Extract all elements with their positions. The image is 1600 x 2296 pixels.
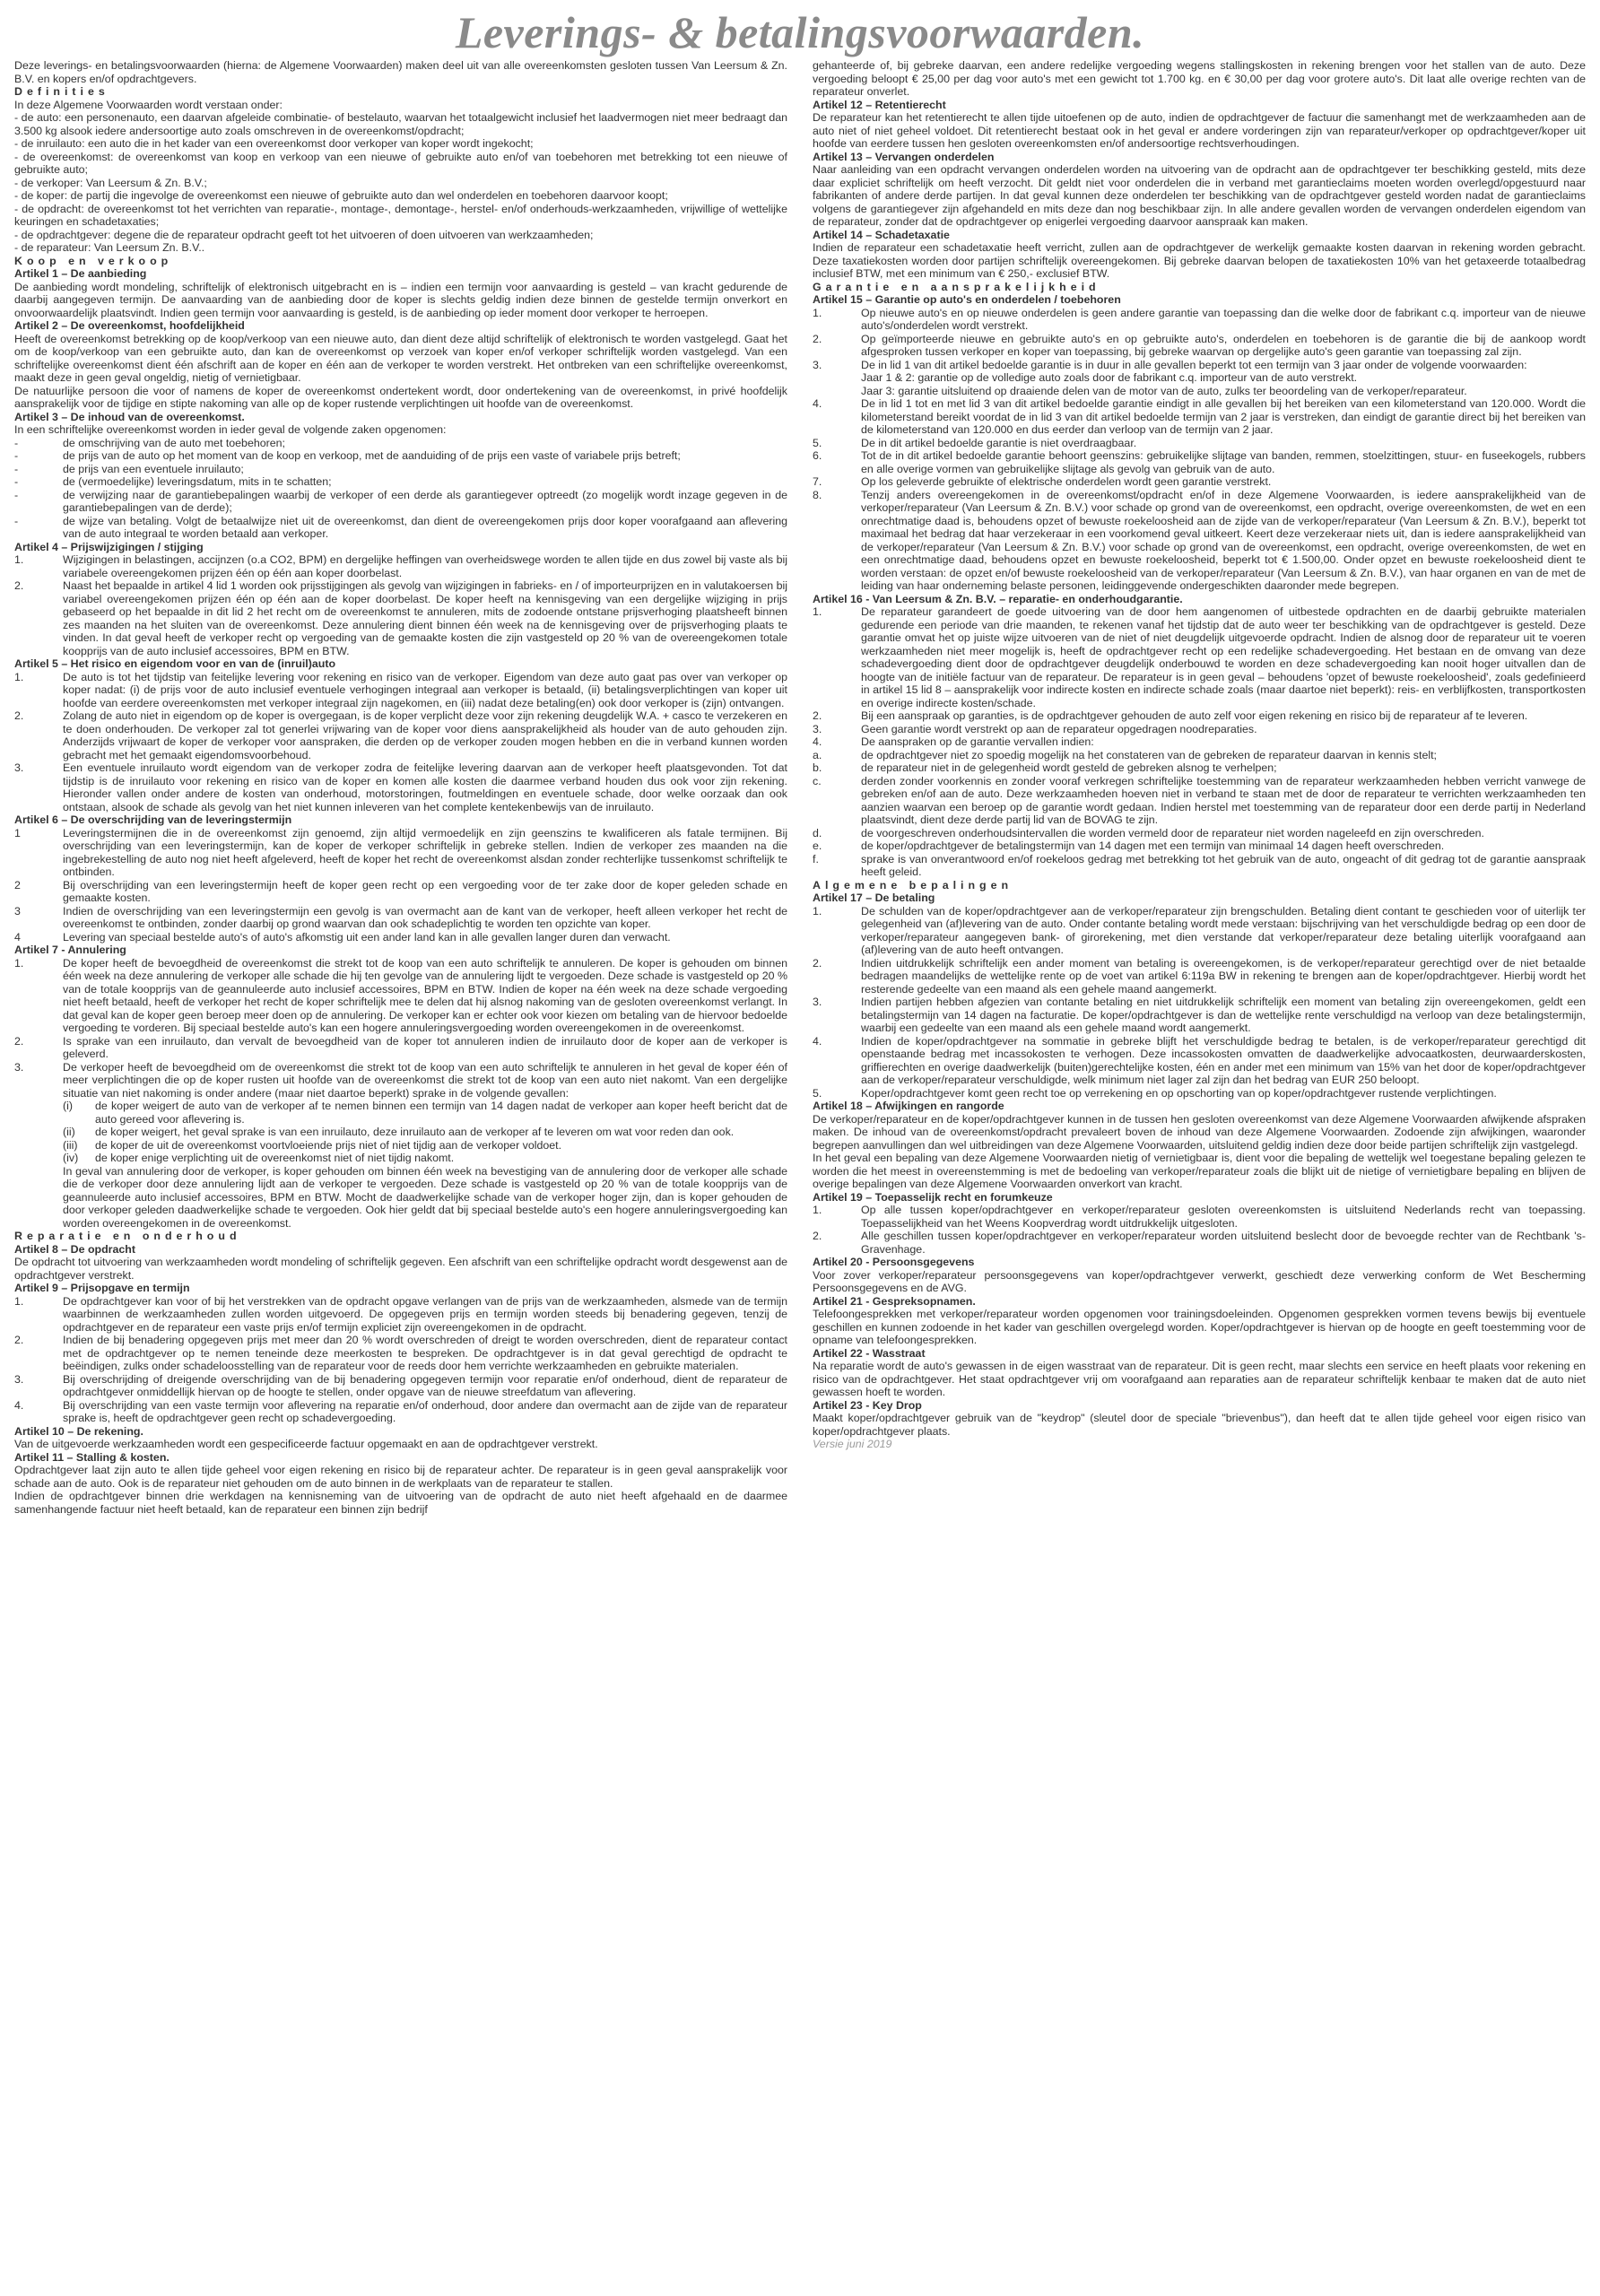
list-item-text: Alle geschillen tussen koper/opdrachtgever en verkoper/reparateur worden uitsluitend beslecht door de bevoegde rechter van de Rechtbank 's-Gravenhage. [861, 1230, 1586, 1256]
list-item [813, 709, 1586, 723]
list-item-text: De in lid 1 tot en met lid 3 van dit artikel bedoelde garantie eindigt in alle gevallen bij het bereiken van een kilometerstand van 120.000. Wordt die kilometerstand bereikt voordat de in lid 3 van dit artikel bedoelde termijn van 2 jaar is verstreken, dan eindigt de garantie direct bij het bereiken van de kilometerstand van 120.000 en dus eerder dan verloop van de termijn van 2 jaar. [861, 397, 1586, 436]
list-marker: 4. [813, 735, 822, 748]
list-item [14, 489, 787, 515]
list-item [14, 515, 787, 541]
list-item [813, 605, 1586, 709]
list-marker: b. [813, 761, 822, 774]
article-heading: Artikel 10 – De rekening. [14, 1424, 143, 1438]
list-item-text: De koper heeft de bevoegdheid de overeenkomst die strekt tot de koop van een auto schriftelijk te annuleren. De koper is gehouden om binnen één week na deze annulering de verkoper alle schade die hij ten gevolge van de annulering lijdt te vergoeden. Deze schade is vastgesteld op 20 % van de totale koopprijs van de geannuleerde auto inclusief accessoires, BPM en BTW. Indien de koper na één week na deze schade vergoeding niet heeft betaald, heeft de verkoper het recht de koper schriftelijk mee te delen dat hij alsnog nakoming van de gesloten overeenkomst verlangt. In dat geval kan de koper geen beroep meer doen op de annulering. De verkoper kan er echter ook voor kiezen om betaling van de hiervoor bedoelde vergoeding te vorderen. Bij speciaal bestelde auto's kan een hogere annuleringsvergoeding worden overeengekomen in de overeenkomst. [63, 956, 787, 1034]
section-heading: Algemene bepalingen [813, 878, 1013, 891]
list-item-text: De schulden van de koper/opdrachtgever aan de verkoper/reparateur zijn brengschulden. Betaling dient contant te geschieden voor of uiterlijk ter gelegenheid van (af)levering van de auto. Onder contante betaling wordt mede verstaan: bijschrijving van het verschuldigde bedrag op een door de verkoper/reparateur aangegeven bank- of girorekening, met dien verstande dat verkoper/reparateur deze betaling uiterlijk voorafgaand aan (af)levering van de auto heeft ontvangen. [861, 904, 1586, 956]
list-marker: 2. [14, 1334, 24, 1346]
list-marker: 1 [14, 826, 21, 839]
list-item-text: De in dit artikel bedoelde garantie is niet overdraagbaar. [861, 436, 1137, 449]
article-heading: Artikel 23 - Key Drop [813, 1398, 922, 1412]
list-marker: (ii) [63, 1126, 75, 1138]
list-item [813, 749, 1586, 762]
list-marker: 7. [813, 475, 822, 488]
list-item [14, 1399, 787, 1425]
paragraph: - de verkoper: Van Leersum & Zn. B.V.; [14, 176, 207, 189]
list-marker: 1. [813, 1204, 822, 1216]
list-item-text: Tot de in dit artikel bedoelde garantie behoort geenszins: gebruikelijke slijtage van banden, remmen, stoelzittingen, stuur- en fuseekogels, rubbers en alle overige vormen van gebruikelijke slijtage als gevolg van gebruik van de auto. [861, 449, 1586, 475]
list-item-text: Indien de overschrijding van een leveringstermijn een gevolg is van overmacht aan de kant van de verkoper, heeft alleen verkoper het recht de overeenkomst te ontbinden, zonder daarbij op grond waarvan dan ook schadeplichtig te worden ten opzichte van koper. [63, 904, 787, 930]
paragraph: - de inruilauto: een auto die in het kader van een overeenkomst door verkoper van koper wordt ingekocht; [14, 137, 534, 150]
paragraph: Maakt koper/opdrachtgever gebruik van de "keydrop" (sleutel door de speciale "brievenbus"), dan heeft dat te allen tijde geheel voor eigen risico van koper/opdrachtgever plaats. [813, 1412, 1586, 1438]
list-item-text: De aanspraken op de garantie vervallen indien: [861, 735, 1094, 748]
list-item-text: de voorgeschreven onderhoudsintervallen die worden vermeld door de reparateur niet worden nageleefd en zijn overschreden. [861, 826, 1485, 839]
list-item [813, 1035, 1586, 1087]
list-marker: (iv) [63, 1152, 79, 1164]
list-item [813, 489, 1586, 593]
list-marker: 3 [14, 904, 21, 918]
paragraph: De opdracht tot uitvoering van werkzaamheden wordt mondeling of schriftelijk gegeven. Een afschrift van een schriftelijke opdracht wordt desgewenst aan de opdrachtgever verstrekt. [14, 1256, 787, 1282]
list-item [14, 931, 787, 944]
list-item-text: De opdrachtgever kan voor of bij het verstrekken van de opdracht opgave verlangen van de prijs van de werkzaamheden, alsmede van de termijn waarbinnen de werkzaamheden zullen worden uitgevoerd. De opgegeven prijs en termijn worden steeds bij benadering gegeven, tenzij de opdrachtgever en de reparateur een vaste prijs en/of termijn expliciet zijn overeengekomen in de opdracht. [63, 1294, 787, 1334]
paragraph: Naar aanleiding van een opdracht vervangen onderdelen worden na uitvoering van de opdracht aan de opdrachtgever ter beschikking gesteld, mits deze daar expliciet schriftelijk om heeft verzocht. Dit geldt niet voor onderdelen die in verband met garantieclaims moeten worden overlegd/opgestuurd naar fabrikanten of andere derde partijen. In dat geval kunnen deze onderdelen ter beschikking van de opdrachtgever gesteld worden nadat de garantieclaims volgens de garantiegever zijn afgehandeld en mits deze dan nog beschikbaar zijn. In alle andere gevallen worden de vervangen onderdelen eigendom van de reparateur, zonder dat de opdrachtgever op enigerlei vergoeding daarvoor aanspraak kan maken. [813, 163, 1586, 228]
list-marker: 2. [813, 709, 822, 722]
list-item-text: de verwijzing naar de garantiebepalingen waarbij de verkoper of een derde als garantiegever optreedt (zo mogelijk wordt inzage gegeven in de garantiebepalingen van de derde); [63, 488, 787, 514]
list-item-text: Naast het bepaalde in artikel 4 lid 1 worden ook prijsstijgingen als gevolg van wijzigingen in fabrieks- en / of importeurprijzen en in valutakoersen bij variabel overeengekomen prijzen één op één aan de koper doorbelast. De koper heeft na kennisgeving van een dergelijke wijziging in prijs gebaseerd op het bepaalde in dit lid 2 het recht om de overeenkomst te annuleren, mits de zodoende ontstane prijsverhoging plaatsheeft binnen zes maanden na het sluiten van de overeenkomst. Deze annulering dient binnen één week na de kennisgeving over de prijsverhoging plaats te vinden. In dat geval heeft de verkoper recht op vergoeding van de gemaakte kosten die zijn vastgesteld op 20 % van de overeengekomen totale koopprijs van de auto inclusief accessoires, BPM en BTW. [63, 579, 787, 657]
list-marker: 1. [813, 904, 822, 918]
indented-paragraph: Jaar 1 & 2: garantie op de volledige auto zoals door de fabrikant c.q. importeur van de auto verstrekt. [861, 371, 1358, 384]
list-item-text: De auto is tot het tijdstip van feitelijke levering voor rekening en risico van de verkoper. Eigendom van deze auto gaat pas over van verkoper op koper nadat: (i) de prijs voor de auto inclusief eventuele verhogingen integraal aan verkoper is betaald, (ii) betalingsverplichtingen van koper uit hoofde van eerdere overeenkomsten met verkoper integraal zijn nagekomen, en (iii) nadat deze betaling(en) ook door verkoper is (zijn) ontvangen. [63, 670, 787, 709]
paragraph: - de opdracht: de overeenkomst tot het verrichten van reparatie-, montage-, demontage-, herstel- en/of onderhouds-werkzaamheden, vrijwillige of wettelijke keuringen en schadetaxaties; [14, 202, 787, 228]
list-marker: 1. [813, 605, 822, 618]
list-marker: 1. [14, 553, 24, 566]
paragraph: - de overeenkomst: de overeenkomst van koop en verkoop van een nieuwe of gebruikte auto en/of van toebehoren met betrekking tot een nieuwe of gebruikte auto; [14, 150, 787, 176]
list-marker: 2. [813, 956, 822, 970]
list-marker: - [14, 488, 19, 501]
article-heading: Artikel 1 – De aanbieding [14, 267, 147, 280]
list-item-text: Leveringstermijnen die in de overeenkomst zijn genoemd, zijn altijd vermoedelijk en zijn geenszins te kwalificeren als fatale termijnen. Bij overschrijding van een leveringstermijn, kan de koper de verkoper schriftelijk in gebreke stellen. Indien de verkoper zes maanden na die ingebrekestelling de auto nog niet heeft afgeleverd, heeft de koper het recht de overeenkomst alsdan zonder rechterlijke tussenkomst schriftelijk te ontbinden. [63, 826, 787, 878]
list-item-text: Indien partijen hebben afgezien van contante betaling en niet uitdrukkelijk schriftelijk een moment van betaling zijn overeengekomen, geldt een betalingstermijn van 14 dagen na facturatie. De koper/opdrachtgever is dan de wettelijke rente verschuldigd na verloop van deze betalingstermijn, waarbij een gedeelte van een maand als een gehele maand wordt aangemerkt. [861, 996, 1586, 1034]
section-heading: Garantie en aansprakelijkheid [813, 280, 1100, 293]
list-item [813, 333, 1586, 359]
list-marker: c. [813, 774, 822, 787]
list-item-text: Wijzigingen in belastingen, accijnzen (o.a CO2, BPM) en dergelijke heffingen van overheidswege worden te allen tijde en dus zowel bij vaste als bij variabele overeengekomen prijzen één op één aan koper doorbelast. [63, 553, 787, 579]
list-item [813, 853, 1586, 879]
list-item [14, 1373, 787, 1399]
article-heading: Artikel 11 – Stalling & kosten. [14, 1450, 170, 1464]
list-item [813, 996, 1586, 1035]
list-marker: 4. [813, 1034, 822, 1048]
list-marker: 1. [14, 670, 24, 683]
list-marker: 3. [14, 1372, 24, 1386]
list-item-text: de koper weigert, het geval sprake is van een inruilauto, deze inruilauto aan de verkoper af te leveren om wat voor reden dan ook. [95, 1126, 735, 1138]
article-heading: Artikel 15 – Garantie op auto's en onderdelen / toebehoren [813, 293, 1121, 306]
list-item [813, 359, 1586, 372]
paragraph: Van de uitgevoerde werkzaamheden wordt een gespecificeerde factuur opgemaakt en aan de opdrachtgever verstrekt. [14, 1438, 598, 1450]
list-item [14, 437, 787, 450]
list-item-text: De verkoper heeft de bevoegdheid om de overeenkomst die strekt tot de koop van een auto schriftelijk te annuleren in het geval de koper één of meer verplichtingen die op de koper rusten uit hoofde van de overeenkomst die strekt tot de koop van een auto niet nakomt. Van een dergelijke situatie van niet nakoming is onder andere (maar niet daartoe beperkt) sprake in de volgende gevallen: [63, 1060, 787, 1100]
list-item [14, 463, 787, 476]
list-item-text: Koper/opdrachtgever komt geen recht toe op verrekening en op opschorting van op koper/opdrachtgever rustende verplichtingen. [861, 1086, 1497, 1100]
article-heading: Artikel 19 – Toepasselijk recht en forumkeuze [813, 1190, 1053, 1204]
article-heading: Artikel 22 - Wasstraat [813, 1346, 926, 1360]
list-item [813, 475, 1586, 489]
list-marker: 3. [813, 358, 822, 371]
paragraph: Indien de reparateur een schadetaxatie heeft verricht, zullen aan de opdrachtgever de werkelijk gemaakte kosten daarvan in rekening worden gebracht. Deze taxatiekosten worden door partijen schriftelijk overeengekomen. Bij gebreke daarvan belopen de taxatiekosten 10% van het getaxeerde totaalbedrag inclusief BTW, met een minimum van € 250,- exclusief BTW. [813, 241, 1586, 280]
list-item [813, 827, 1586, 840]
list-item-text: Geen garantie wordt verstrekt op aan de reparateur opgedragen noodreparaties. [861, 722, 1257, 735]
list-item [14, 553, 787, 579]
paragraph: De verkoper/reparateur en de koper/opdrachtgever kunnen in de tussen hen gesloten overeenkomst van deze Algemene Voorwaarden afwijkende afspraken maken. De inhoud van de overeenkomst/opdracht prevaleert boven de inhoud van deze Algemene Voorwaarden. Zodoende zijn afwijkingen, waaronder begrepen aanvullingen dan wel uitbreidingen van deze Algemene Voorwaarden, uitsluitend geldig indien deze door beide partijen schriftelijk zijn vastgelegd. [813, 1112, 1586, 1152]
indented-paragraph: Jaar 3: garantie uitsluitend op draaiende delen van de motor van de auto, zulks ter beoordeling van de verkoper/reparateur. [861, 384, 1467, 397]
list-item [14, 1334, 787, 1373]
paragraph: In een schriftelijke overeenkomst worden in ieder geval de volgende zaken opgenomen: [14, 423, 447, 436]
list-item [813, 957, 1586, 996]
list-marker: d. [813, 826, 822, 839]
list-item [14, 1100, 787, 1126]
list-marker: 3. [813, 996, 822, 1008]
list-item [14, 671, 787, 710]
list-item-text: Op nieuwe auto's en op nieuwe onderdelen is geen andere garantie van toepassing dan die welke door de fabrikant c.q. importeur van de nieuwe auto's/onderdelen wordt verstrekt. [861, 306, 1586, 332]
article-heading: Artikel 21 - Gespreksopnamen. [813, 1294, 976, 1308]
article-heading: Artikel 3 – De inhoud van de overeenkomst. [14, 410, 245, 423]
list-item-text: de koper de uit de overeenkomst voortvloeiende prijs niet of niet tijdig aan de verkoper voldoet. [95, 1138, 562, 1152]
version-note: Versie juni 2019 [813, 1438, 892, 1450]
paragraph: Opdrachtgever laat zijn auto te allen tijde geheel voor eigen rekening en risico bij de reparateur achter. De reparateur is in geen geval aansprakelijk voor schade aan de auto. Ook is de reparateur niet gehouden om de auto binnen in de werkplaats van de reparateur te stallen. [14, 1464, 787, 1490]
list-item-text: de prijs van de auto op het moment van de koop en verkoop, met de aanduiding of de prijs een vaste of variabele prijs betreft; [63, 449, 681, 462]
article-heading: Artikel 16 - Van Leersum & Zn. B.V. – reparatie- en onderhoudgarantie. [813, 592, 1183, 605]
page-title: Leverings- & betalingsvoorwaarden. [455, 7, 1145, 57]
list-item-text: Een eventuele inruilauto wordt eigendom van de verkoper zodra de feitelijke levering daarvan aan de verkoper heeft plaatsgevonden. Tot dat tijdstip is de inruilauto voor rekening en risico van de koper en komen alle kosten die daarmee verband houden dus ook voor zijn rekening. Hieronder vallen onder andere de kosten van onderhoud, motorstoringen, foutmeldingen en eventuele schade, door welke oorzaak dan ook ontstaan, alsook de schade als gevolg van het niet kunnen inleveren van het complete kentekenbewijs van de inruilauto. [63, 761, 787, 813]
article-heading: Artikel 5 – Het risico en eigendom voor en van de (inruil)auto [14, 657, 336, 670]
paragraph: Telefoongesprekken met verkoper/reparateur worden opgenomen voor trainingsdoeleinden. Opgenomen gesprekken vormen tevens bewijs bij eventuele geschillen en kunnen zodoende in het kader van geschillen overgelegd worden. Koper/opdrachtgever is hiervan op de hoogte en geeft toestemming voor de opname van telefoongesprekken. [813, 1308, 1586, 1346]
list-marker: - [14, 436, 19, 449]
list-item-text: de opdrachtgever niet zo spoedig mogelijk na het constateren van de gebreken de reparateur daarvan in kennis stelt; [861, 748, 1437, 761]
article-heading: Artikel 17 – De betaling [813, 891, 935, 904]
list-marker: 5. [813, 1086, 822, 1100]
list-item [813, 775, 1586, 827]
list-item-text: Bij overschrijding van een vaste termijn voor aflevering na reparatie en/of onderhoud, door andere dan overmacht aan de zijde van de reparateur sprake is, heeft de opdrachtgever geen recht op schadevergoeding. [63, 1398, 787, 1424]
list-marker: 1. [813, 306, 822, 319]
list-marker: 4. [813, 397, 822, 410]
right-column [813, 59, 1586, 1516]
list-item [14, 879, 787, 905]
list-item-text: Indien de bij benadering opgegeven prijs met meer dan 20 % wordt overschreden of dreigt te worden overschreden, dient de reparateur contact met de opdrachtgever op te nemen teneinde deze meerkosten te bespreken. De opdrachtgever is in dat geval gerechtigd de opdracht te beëindigen, zulks onder schadeloosstelling van de reparateur voor de reeds door hem verrichte werkzaamheden en gebruikte materialen. [63, 1334, 787, 1372]
list-item [14, 1295, 787, 1335]
list-marker: 4. [14, 1398, 24, 1412]
list-marker: 2. [813, 332, 822, 345]
article-heading: Artikel 18 – Afwijkingen en rangorde [813, 1100, 1004, 1112]
list-item [14, 579, 787, 657]
article-heading: Artikel 13 – Vervangen onderdelen [813, 150, 995, 163]
list-item-text: sprake is van onverantwoord en/of roekeloos gedrag met betrekking tot het gebruik van de auto, ongeacht of dit gedrag tot de garantie aanspraak heeft geleid. [861, 852, 1586, 878]
article-heading: Artikel 9 – Prijsopgave en termijn [14, 1282, 190, 1294]
paragraph: Na reparatie wordt de auto's gewassen in de eigen wasstraat van de reparateur. Dit is geen recht, maar slechts een service en heeft plaats voor rekening en risico van de opdrachtgever. Het staat opdrachtgever vrij om voorafgaand aan reparaties aan de reparateur schriftelijk kenbaar te maken dat de auto niet gewassen hoeft te worden. [813, 1360, 1586, 1398]
list-marker: - [14, 462, 19, 475]
article-heading: Artikel 2 – De overeenkomst, hoofdelijkheid [14, 319, 245, 332]
list-item-text: de koper weigert de auto van de verkoper af te nemen binnen een termijn van 14 dagen nadat de verkoper aan koper heeft bericht dat de auto gereed voor aflevering is. [95, 1100, 787, 1126]
section-heading: Definities [14, 85, 109, 98]
list-marker: 3. [14, 1060, 24, 1074]
list-item-text: Indien uitdrukkelijk schriftelijk een ander moment van betaling is overeengekomen, is de verkoper/reparateur gerechtigd over de niet betaalde bedragen maandelijks de wettelijke rente op de voet van artikel 6:119a BW in rekening te brengen aan de koper/opdrachtgever. Hierbij wordt het resterende gedeelte van een maand als een gehele maand aangemerkt. [861, 956, 1586, 996]
list-item-text: de (vermoedelijke) leveringsdatum, mits in te schatten; [63, 475, 332, 488]
list-item-text: De reparateur garandeert de goede uitvoering van de door hem aangenomen of uitbestede opdrachten en de daarbij gebruikte materialen gedurende een periode van drie maanden, te rekenen vanaf het tijdstip dat de auto weer ter beschikking van de opdrachtgever is gesteld. Deze garantie omvat het op juiste wijze uitvoeren van de niet of niet deugdelijk uitgevoerde opdracht. Indien de alsnog door de reparateur uit te voeren werkzaamheden niet meer mogelijk is, heeft de opdrachtgever recht op een redelijke schadevergoeding. Het bestaan en de omvang van deze schadevergoeding dient door de opdrachtgever deugdelijk onderbouwd te worden en deze schadevergoeding kan nooit hoger uitvallen dan de hoogte van de initiële factuur van de reparateur. De reparateur is in geen geval – behoudens 'opzet of bewuste roekeloosheid', zoals gedefinieerd in artikel 15 lid 8 – aansprakelijk voor indirecte kosten en indirecte schade zoals (maar daartoe niet beperkt): reis- en verblijfkosten, transportkosten en overige indirecte kosten/schade. [861, 605, 1586, 709]
left-column [14, 59, 787, 1516]
list-marker: 6. [813, 449, 822, 462]
list-item [813, 1204, 1586, 1230]
list-marker: 3. [14, 761, 24, 774]
list-marker: 5. [813, 436, 822, 449]
list-item-text: Tenzij anders overeengekomen in de overeenkomst/opdracht en/of in deze Algemene Voorwaarden, is iedere aansprakelijkheid van de verkoper/reparateur (Van Leersum & Zn. B.V.) voor schade op grond van de overeenkomst, een opdracht, overige overeenkomsten, de wet en een onrechtmatige daad is, behoudens opzet of bewuste roekeloosheid aan de zijde van de verkoper/reparateur (Van Leersum & Zn. B.V.), beperkt tot maximaal het bedrag dat haar verzekeraar in een voorkomend geval uitkeert. Keert deze verzekeraar niets uit, dan is iedere aansprakelijkheid van de verkoper/reparateur (Van Leersum & Zn. B.V.) voor schade op grond van de overeenkomst, een opdracht, overige overeenkomsten, de wet en een onrechtmatige daad, behoudens opzet en bewuste roekeloosheid, beperkt tot € 1.500,00. Onder opzet en bewuste roekeloosheid dient te worden verstaan: de opzet en/of bewuste roekeloosheid van de verkoper/reparateur (Van Leersum & Zn. B.V.), van haar organen en van de met de leiding van haar onderneming belaste personen, leidinggevende ondergeschikten daaronder mede begrepen. [861, 488, 1586, 592]
list-item [813, 735, 1586, 749]
list-item [813, 437, 1586, 450]
list-item [14, 1139, 787, 1152]
list-item [813, 1087, 1586, 1100]
paragraph: - de koper: de partij die ingevolge de overeenkomst een nieuwe of gebruikte auto dan wel onderdelen en toebehoren daarvoor koopt; [14, 189, 668, 202]
paragraph: Heeft de overeenkomst betrekking op de koop/verkoop van een nieuwe auto, dan dient deze altijd schriftelijk of elektronisch te worden vastgelegd. Gaat het om de koop/verkoop van een gebruikte auto, dan kan de overeenkomst op verzoek van koper en/of verkoper schriftelijk worden vastgelegd. Van een schriftelijke overeenkomst dient één afschrift aan de koper en één aan de verkoper te worden verstrekt. Het ontbreken van een schriftelijke overeenkomst, maakt deze in geen geval ongeldig, nietig of vernietigbaar. [14, 332, 787, 384]
paragraph: De aanbieding wordt mondeling, schriftelijk of elektronisch uitgebracht en is – indien een termijn voor aanvaarding is gesteld – van kracht gedurende de daarbij aangegeven termijn. De aanvaarding van de aanbieding door de koper is slechts geldig indien deze binnen de gestelde termijn onverkort en onvoorwaardelijk plaatsvindt. Indien geen termijn voor aanvaarding is gesteld, is de aanbieding op ieder moment door verkoper te herroepen. [14, 280, 787, 319]
list-item [14, 475, 787, 489]
list-marker: a. [813, 748, 822, 761]
list-marker: 2. [14, 709, 24, 722]
list-marker: - [14, 514, 19, 527]
paragraph: In deze Algemene Voorwaarden wordt verstaan onder: [14, 98, 283, 111]
columns [14, 59, 1586, 1516]
list-item [14, 957, 787, 1035]
list-marker: f. [813, 852, 819, 865]
list-marker: 8. [813, 488, 822, 501]
list-item [14, 761, 787, 813]
list-item-text: Bij overschrijding of dreigende overschrijding van de bij benadering opgegeven termijn voor reparatie en/of onderhoud, dient de reparateur de opdrachtgever onmiddellijk hiervan op de hoogte te stellen, onder opgave van de nieuwe streefdatum van aflevering. [63, 1372, 787, 1398]
list-item-text: de prijs van een eventuele inruilauto; [63, 462, 244, 475]
indented-paragraph: In geval van annulering door de verkoper, is koper gehouden om binnen één week na bevestiging van de annulering door de verkoper alle schade die de verkoper door deze annulering lijdt aan de verkoper te vergoeden. Deze schade is vastgesteld op 20 % van de totale koopprijs van de geannuleerde auto inclusief accessoires, BPM en BTW. Mocht de daadwerkelijke schade van de verkoper hoger zijn, dan is koper gehouden de door verkoper geleden daadwerkelijke schade te vergoeden. Ook hier geldt dat bij speciaal bestelde auto's een hogere annuleringsvergoeding kan worden overeengekomen in de overeenkomst. [63, 1164, 787, 1230]
list-marker: e. [813, 839, 822, 852]
paragraph: De reparateur kan het retentierecht te allen tijde uitoefenen op de auto, indien de opdrachtgever de factuur die samenhangt met de werkzaamheden aan de auto niet of niet geheel voldoet. Dit retentierecht bestaat ook in het geval er andere vorderingen zijn van reparateur/verkoper op opdrachtgever/koper uit hoofde van eerdere tussen hen gesloten overeenkomsten en/of andersoortige rechtsverhoudingen. [813, 111, 1586, 150]
list-item-text: Indien de koper/opdrachtgever na sommatie in gebreke blijft het verschuldigde bedrag te betalen, is de verkoper/reparateur gerechtigd dit openstaande bedrag met incassokosten te verhogen. Deze incassokosten omvatten de daadwerkelijke advocaatkosten, deurwaarderskosten, griffierechten en overige daadwerkelijk (buiten)gerechtelijke kosten, één en ander met een minimum van 15% van het door de koper/opdrachtgever aan de verkoper/reparateur verschuldigde, welk minimum niet lager zal zijn dan het bedrag van EUR 250 beloopt. [861, 1034, 1586, 1086]
article-heading: Artikel 4 – Prijswijzigingen / stijging [14, 540, 204, 553]
list-marker: 1. [14, 1294, 24, 1308]
list-item [813, 839, 1586, 853]
paragraph: Indien de opdrachtgever binnen drie werkdagen na kennisneming van de uitvoering van de opdracht de auto niet heeft afgehaald en de daarmee samenhangende factuur niet heeft betaald, kan de reparateur een binnen zijn bedrijf [14, 1490, 787, 1516]
list-item [813, 449, 1586, 475]
list-marker: 3. [813, 722, 822, 735]
list-marker: 1. [14, 956, 24, 970]
list-item-text: Op los geleverde gebruikte of elektrische onderdelen wordt geen garantie verstrekt. [861, 475, 1272, 488]
list-marker: (i) [63, 1100, 74, 1112]
list-item [813, 397, 1586, 437]
article-heading: Artikel 8 – De opdracht [14, 1242, 135, 1256]
list-item [14, 827, 787, 879]
list-marker: 2. [813, 1230, 822, 1242]
list-item-text: derden zonder voorkennis en zonder vooraf verkregen schriftelijke toestemming van de reparateur werkzaamheden hebben verricht vanwege de gebreken en/of aan de auto. Deze werkzaamheden hoeven niet in verband te staan met de door de reparateur te verrichten werkzaamheden ten aanzien waarvan een beroep op de garantie wordt gedaan. Indien herstel met toestemming van de reparateur door een derde partij in Nederland plaatsvindt, dient deze derde partij lid van de BOVAG te zijn. [861, 774, 1586, 826]
list-item [14, 905, 787, 931]
list-marker: (iii) [63, 1138, 78, 1152]
paragraph: - de reparateur: Van Leersum Zn. B.V.. [14, 241, 205, 254]
list-item [14, 709, 787, 761]
list-item-text: de wijze van betaling. Volgt de betaalwijze niet uit de overeenkomst, dan dient de overeengekomen prijs door koper voorafgaand aan aflevering van de auto integraal te worden betaald aan verkoper. [63, 514, 787, 540]
list-marker: 2. [14, 579, 24, 592]
list-marker: - [14, 475, 19, 488]
list-item-text: Op geïmporteerde nieuwe en gebruikte auto's en op gebruikte auto's, onderdelen en toebehoren is de garantie die bij de aankoop wordt afgesproken tussen verkoper en koper van toepassing, bij gebreke waarvan op dergelijke auto's geen garantie van toepassing zal zijn. [861, 332, 1586, 358]
section-heading: Reparatie en onderhoud [14, 1230, 241, 1242]
list-marker: 4 [14, 930, 21, 944]
article-heading: Artikel 7 - Annulering [14, 944, 126, 956]
paragraph: gehanteerde of, bij gebreke daarvan, een andere redelijke vergoeding wegens stallingskosten in rekening brengen voor het stallen van de auto. Deze vergoeding beloopt € 25,00 per dag voor auto's met een gewicht tot 1.700 kg. en € 30,00 per dag voor grotere auto's. Dit laat alle overige rechten van de reparateur onverlet. [813, 59, 1586, 98]
list-item-text: de omschrijving van de auto met toebehoren; [63, 436, 285, 449]
list-item [813, 905, 1586, 957]
list-item-text: Levering van speciaal bestelde auto's of auto's afkomstig uit een ander land kan in alle gevallen langer duren dan verwacht. [63, 930, 671, 944]
article-heading: Artikel 20 - Persoonsgegevens [813, 1256, 975, 1268]
list-item [14, 1126, 787, 1139]
list-item [14, 1035, 787, 1061]
list-item-text: de koper enige verplichting uit de overeenkomst niet of niet tijdig nakomt. [95, 1152, 455, 1164]
list-item-text: Bij een aanspraak op garanties, is de opdrachtgever gehouden de auto zelf voor eigen rekening en risico bij de reparateur af te leveren. [861, 709, 1528, 722]
section-heading: Koop en verkoop [14, 254, 173, 267]
list-item [14, 1152, 787, 1165]
article-heading: Artikel 14 – Schadetaxatie [813, 228, 950, 241]
list-item-text: de koper/opdrachtgever de betalingstermijn van 14 dagen met een termijn van minimaal 14 dagen heeft overschreden. [861, 839, 1445, 852]
list-item [14, 1061, 787, 1100]
list-item-text: De in lid 1 van dit artikel bedoelde garantie is in duur in alle gevallen beperkt tot een termijn van 3 jaar onder de volgende voorwaarden: [861, 358, 1527, 371]
paragraph: Voor zover verkoper/reparateur persoonsgegevens van koper/opdrachtgever verwerkt, geschiedt deze verwerking conform de Wet Bescherming Persoonsgegevens en de AVG. [813, 1268, 1586, 1294]
article-heading: Artikel 6 – De overschrijding van de leveringstermijn [14, 813, 292, 826]
list-item [813, 761, 1586, 775]
article-heading: Artikel 12 – Retentierecht [813, 98, 946, 111]
list-marker: - [14, 449, 19, 462]
paragraph: De natuurlijke persoon die voor of namens de koper de overeenkomst ondertekent wordt, door ondertekening van de overeenkomst, in privé hoofdelijk aansprakelijk voor de tijdige en stipte nakoming van alle op de koper rustende verplichtingen uit hoofde van de overeenkomst. [14, 384, 787, 410]
paragraph: In het geval een bepaling van deze Algemene Voorwaarden nietig of vernietigbaar is, dient voor die bepaling de wettelijk wel toegestane bepaling gelezen te worden die het meest in overeenstemming is met de bedoeling van verkoper/reparateur zoals die blijkt uit de nietige of vernietigbare bepaling en blijven de overige bepalingen van deze Algemene Voorwaarden onverkort van kracht. [813, 1152, 1586, 1190]
list-item-text: Op alle tussen koper/opdrachtgever en verkoper/reparateur gesloten overeenkomsten is uitsluitend Nederlands recht van toepassing. Toepasselijkheid van het Weens Koopverdrag wordt uitdrukkelijk uitgesloten. [861, 1204, 1586, 1230]
list-item-text: Zolang de auto niet in eigendom op de koper is overgegaan, is de koper verplicht deze voor zijn rekening deugdelijk W.A. + casco te verzekeren en te doen onderhouden. De verkoper zal tot generlei vrijwaring van de koper voor diens aansprakelijkheid als houder van de auto gehouden zijn. Anderzijds vrijwaart de koper de verkoper voor aanspraken, die derden op de verkoper zouden mogen hebben en die in verband kunnen worden gebracht met het gemaakt eigendomsvoorbehoud. [63, 709, 787, 761]
list-item [813, 307, 1586, 333]
paragraph: - de auto: een personenauto, een daarvan afgeleide combinatie- of bestelauto, waarvan het totaalgewicht inclusief het laadvermogen niet meer bedraagt dan 3.500 kg alsook iedere andersoortige auto zoals omschreven in de overeenkomst/opdracht; [14, 111, 787, 137]
paragraph: - de opdrachtgever: degene die de reparateur opdracht geeft tot het uitvoeren of doen uitvoeren van werkzaamheden; [14, 228, 594, 241]
list-item-text: Is sprake van een inruilauto, dan vervalt de bevoegdheid van de koper tot annuleren indien de inruilauto door de koper aan de verkoper is geleverd. [63, 1034, 787, 1060]
list-marker: 2. [14, 1034, 24, 1048]
list-item [813, 723, 1586, 736]
paragraph: Deze leverings- en betalingsvoorwaarden (hierna: de Algemene Voorwaarden) maken deel uit van alle overeenkomsten gesloten tussen Van Leersum & Zn. B.V. en kopers en/of opdrachtgevers. [14, 59, 787, 85]
list-item-text: de reparateur niet in de gelegenheid wordt gesteld de gebreken alsnog te verhelpen; [861, 761, 1277, 774]
list-item [14, 449, 787, 463]
list-item [813, 1230, 1586, 1256]
list-marker: 2 [14, 878, 21, 891]
list-item-text: Bij overschrijding van een leveringstermijn heeft de koper geen recht op een vergoeding voor de ter zake door de koper geleden schade en gemaakte kosten. [63, 878, 787, 904]
